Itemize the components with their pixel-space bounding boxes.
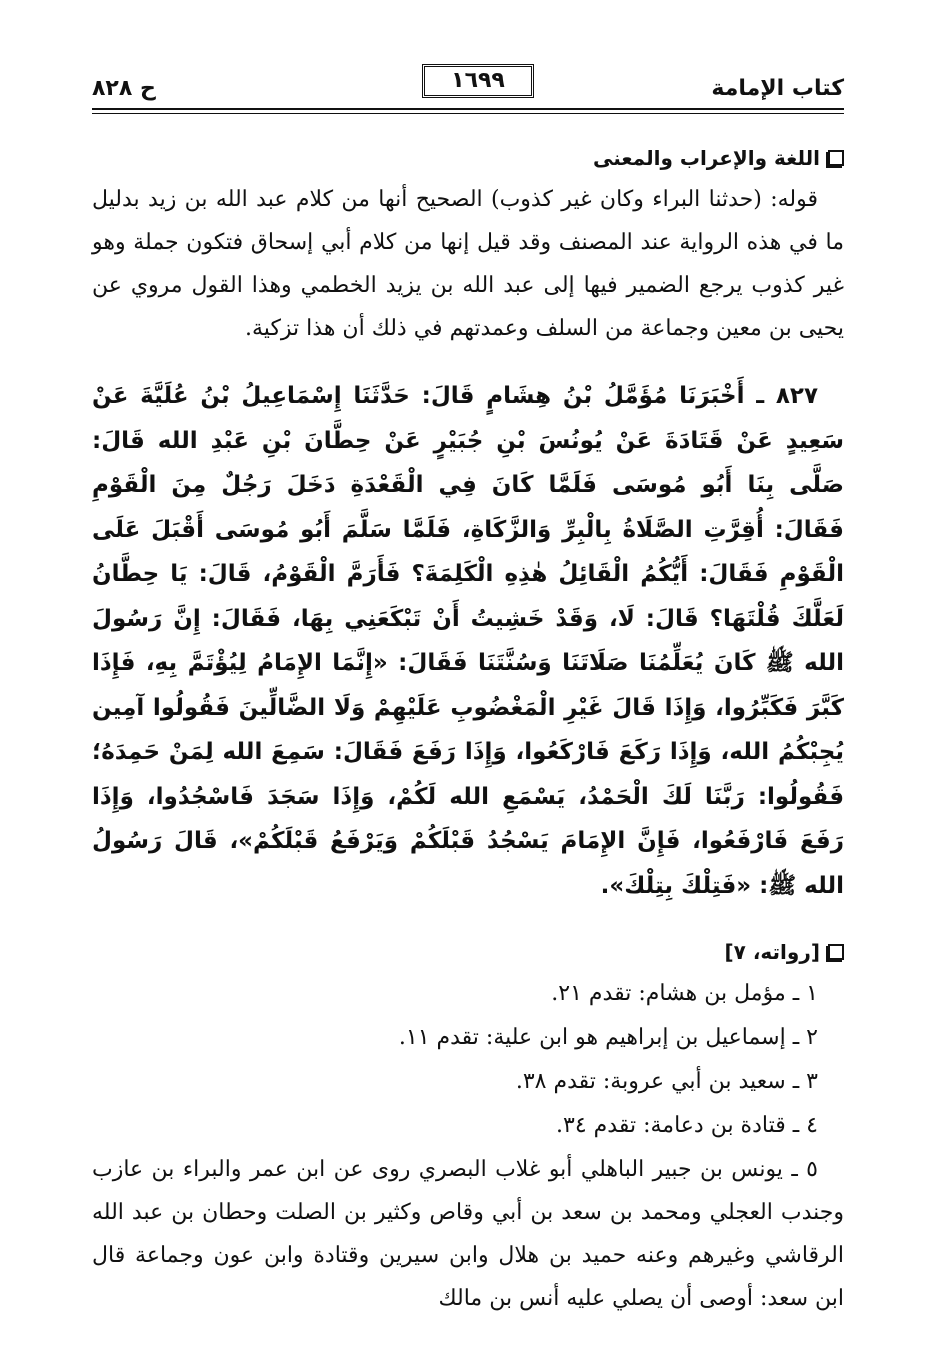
section-heading-label: [رواته، ٧]	[724, 940, 820, 964]
checkbox-square-icon	[828, 944, 844, 960]
checkbox-square-icon	[828, 150, 844, 166]
page-number: ١٦٩٩	[422, 64, 534, 98]
header-rule-thin	[92, 113, 844, 114]
narrator-item: ٣ ـ سعيد بن أبي عروبة: تقدم ٣٨.	[515, 1069, 818, 1094]
section-heading-narrators	[92, 932, 844, 972]
narrator-item: ٤ ـ قتادة بن دعامة: تقدم ٣٤.	[556, 1113, 818, 1138]
page-header	[92, 62, 844, 114]
narrator-item: ٢ ـ إسماعيل بن إبراهيم هو ابن علية: تقدم ١١.	[398, 1025, 818, 1050]
hadith-text: ٨٢٧ ـ أَخْبَرَنَا مُؤَمَّلُ بْنُ هِشَامٍ قَالَ: حَدَّثَنَا إِسْمَاعِيلُ بْنُ عُلَيَّةَ عَنْ سَعِيدٍ عَنْ قَتَادَةَ عَنْ يُونُسَ بْنِ جُبَيْرٍ عَنْ حِطَّانَ بْنِ عَبْدِ الله قَالَ: صَلَّى بِنَا أَبُو مُوسَى فَلَمَّا كَانَ فِي الْقَعْدَةِ دَخَلَ رَجُلٌ مِنَ الْقَوْمِ فَقَالَ: أُقِرَّتِ الصَّلَاةُ بِالْبِرِّ وَالزَّكَاةِ، فَلَمَّا سَلَّمَ أَبُو مُوسَى أَقْبَلَ عَلَى الْقَوْمِ فَقَالَ: أَيُّكُمُ الْقَائِلُ هٰذِهِ الْكَلِمَةَ؟ فَأَرَمَّ الْقَوْمُ، قَالَ: يَا حِطَّانُ لَعَلَّكَ قُلْتَهَا؟ قَالَ: لَا، وَقَدْ خَشِيتُ أَنْ تَبْكَعَنِي بِهَا، فَقَالَ: إِنَّ رَسُولَ الله ﷺ كَانَ يُعَلِّمُنَا صَلَاتَنَا وَسُنَّتَنَا فَقَالَ: «إِنَّمَا الإِمَامُ لِيُؤْتَمَّ بِهِ، فَإِذَا كَبَّرَ فَكَبِّرُوا، وَإِذَا قَالَ غَيْرِ الْمَغْضُوبِ عَلَيْهِمْ وَلَا الضَّالِّينَ فَقُولُوا آمِين يُجِبْكُمُ الله، وَإِذَا رَكَعَ فَارْكَعُوا، وَإِذَا رَفَعَ فَقَالَ: سَمِعَ الله لِمَنْ حَمِدَهُ؛ فَقُولُوا: رَبَّنَا لَكَ الْحَمْدُ، يَسْمَعِ الله لَكُمْ، وَإِذَا سَجَدَ فَاسْجُدُوا، وَإِذَا رَفَعَ فَارْفَعُوا، فَإِنَّ الإِمَامَ يَسْجُدُ قَبْلَكُمْ وَيَرْفَعُ قَبْلَكُمْ»، قَالَ رَسُولُ الله ﷺ: «فَتِلْكَ بِتِلْكَ».	[92, 383, 844, 899]
section-heading-label: اللغة والإعراب والمعنى	[592, 146, 820, 170]
commentary-paragraph: قوله: (حدثنا البراء وكان غير كذوب) الصحيح أنها من كلام عبد الله بن زيد بدليل ما في هذه الرواية عند المصنف وقد قيل إنها من كلام أبي إسحاق فتكون جملة وهو غير كذوب يرجع الضمير فيها إلى عبد الله بن يزيد الخطمي وهذا القول مروي عن يحيى بن معين وجماعة من السلف وعمدتهم في ذلك أن هذا تزكية.	[92, 187, 844, 341]
header-rule-thick	[92, 108, 844, 110]
section-heading-language	[92, 138, 844, 178]
book-title: كتاب الإمامة	[711, 76, 844, 101]
narrator-item-5: ٥ ـ يونس بن جبير الباهلي أبو غلاب البصري روى عن ابن عمر والبراء بن عازب وجندب العجلي ومحمد بن سعد بن أبي وقاص وكثير بن الصلت وحطان بن عبد الله الرقاشي وغيرهم وعنه حميد بن هلال وابن سيرين وقتادة وابن عون وجماعة قال ابن سعد: أوصى أن يصلي عليه أنس بن مالك	[92, 1157, 844, 1311]
hadith-reference: ح ٨٢٨	[92, 76, 156, 101]
narrators-list	[92, 972, 844, 1148]
narrator-item: ١ ـ مؤمل بن هشام: تقدم ٢١.	[551, 981, 818, 1006]
page-content	[92, 138, 844, 1320]
